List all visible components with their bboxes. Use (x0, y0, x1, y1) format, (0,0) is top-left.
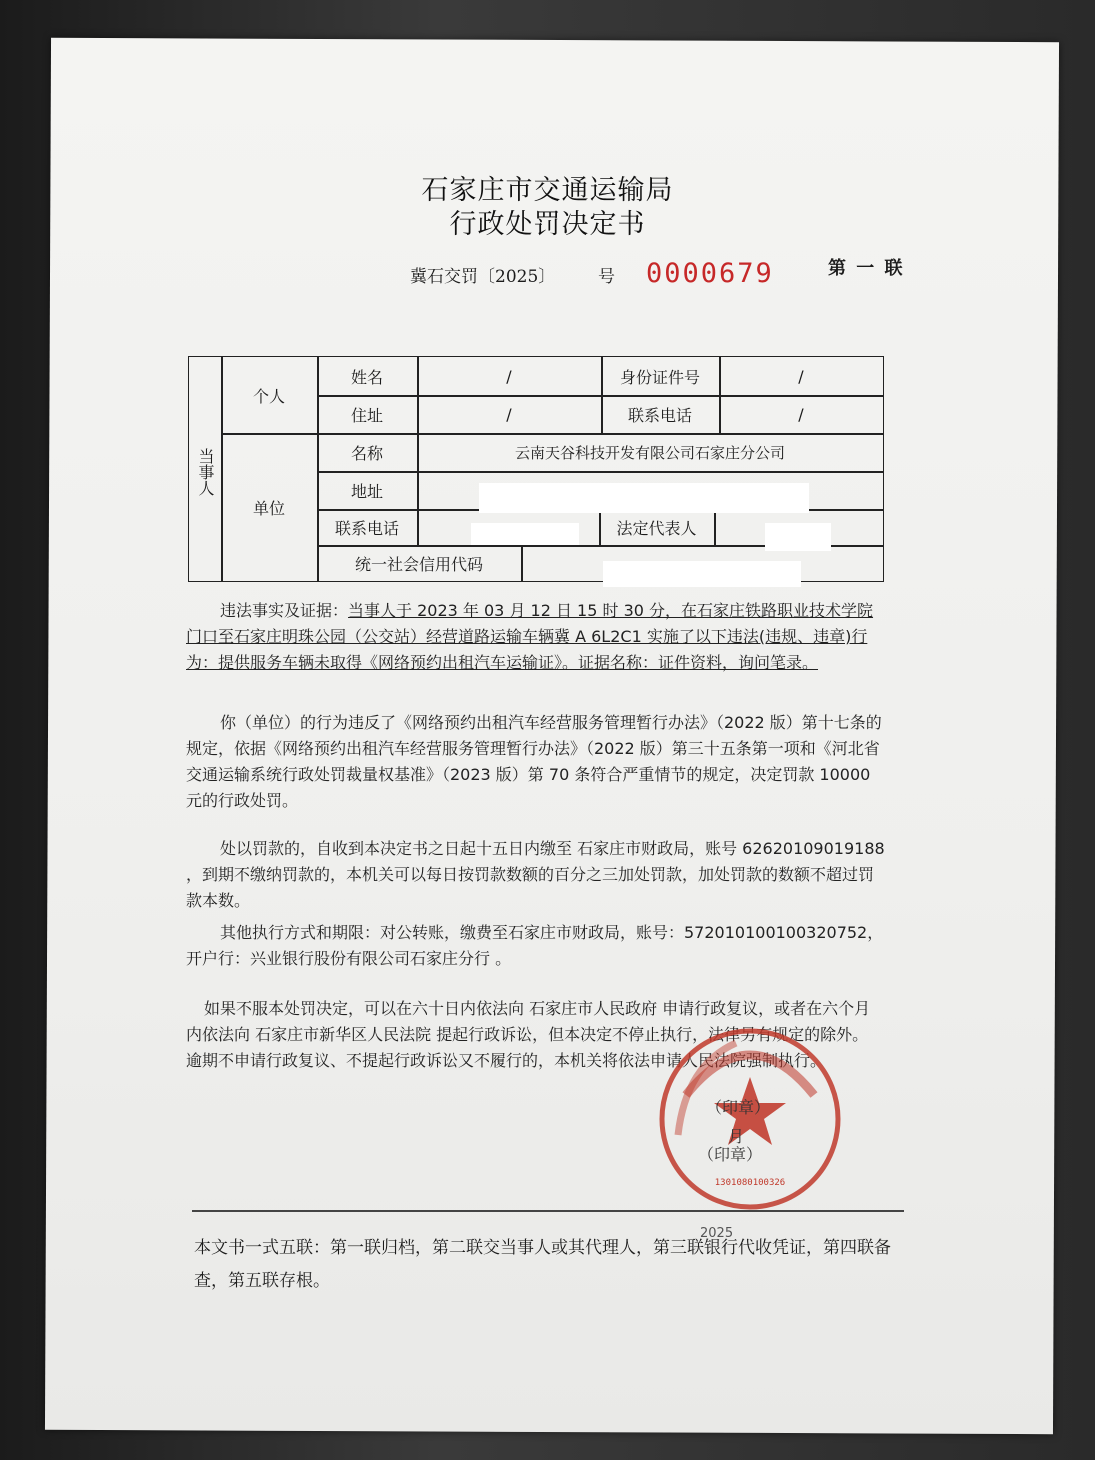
year-partial: 2025 (700, 1226, 734, 1241)
credit-code-label: 统一社会信用代码 (354, 554, 483, 574)
stamp-label-1: （印章） (706, 1098, 771, 1117)
serial-number: 0000679 (646, 258, 774, 289)
id-value: / (798, 366, 804, 386)
id-label: 身份证件号 (619, 367, 700, 387)
unit-name-value: 云南天谷科技开发有限公司石家庄分公司 (514, 443, 785, 462)
legal-rep-label: 法定代表人 (616, 518, 697, 538)
appeal-paragraph: 如果不服本处罚决定，可以在六十日内依法向 石家庄市人民政府 申请行政复议，或者在六个月内依法向 石家庄市新华区人民法院 提起行政诉讼，但本决定不停止执行，法律另有规定的除外。逾期不申请行政复议、不提起行政诉讼又不履行的，本机关将依法申请人民法院强制执行。 (186, 999, 871, 1070)
unit-name-label: 名称 (350, 443, 383, 463)
name-label: 姓名 (350, 367, 383, 387)
month-label: 月 (728, 1127, 745, 1146)
phone-value: / (798, 404, 804, 424)
address-label: 住址 (350, 405, 383, 425)
doc-hao: 号 (598, 267, 615, 287)
individual-label: 个人 (252, 386, 285, 406)
transfer-paragraph: 其他执行方式和期限：对公转账，缴费至石家庄市财政局，账号：572010100100320752，开户行：兴业银行股份有限公司石家庄分行 。 (186, 923, 884, 968)
address-value: / (506, 404, 512, 424)
doc-prefix: 冀石交罚〔2025〕 (410, 267, 556, 287)
unit-phone-label: 联系电话 (334, 518, 399, 538)
violation-paragraph: 你（单位）的行为违反了《网络预约出租汽车经营服务管理暂行办法》（2022 版）第十七条的规定，依据《网络预约出租汽车经营服务管理暂行办法》（2022 版）第三十五条第一项和《河北省交通运输系统行政处罚裁量权基准》（2023 版）第 70 条符合严重情节的规定，决定罚款 10000 元的行政处罚。 (186, 713, 882, 810)
issuer-title: 石家庄市交通运输局 (421, 175, 674, 206)
seal-number: 1301080100326 (714, 1178, 786, 1188)
redacted-legal-rep (765, 523, 831, 551)
party-table (188, 356, 884, 582)
document-title: 行政处罚决定书 (449, 209, 646, 240)
unit-label: 单位 (252, 498, 285, 518)
stamp-label-2: （印章） (698, 1145, 763, 1164)
payment-paragraph: 处以罚款的，自收到本决定书之日起十五日内缴至 石家庄市财政局，账号 62620109019188 ，到期不缴纳罚款的，本机关可以每日按罚款数额的百分之三加处罚款，加处罚款的数额不超过罚款本数。 (186, 839, 885, 910)
official-seal-icon (656, 1025, 844, 1213)
redacted-credit-code (603, 561, 801, 587)
facts-text: 当事人于 2023 年 03 月 12 日 15 时 30 分，在石家庄铁路职业技术学院门口至石家庄明珠公园（公交站）经营道路运输车辆冀 A 6L2C1 实施了以下违法(违规、违章)行为：提供服务车辆未取得《网络预约出租汽车运输证》。证据名称：证件资料，询问笔录。 (186, 601, 874, 672)
name-value: / (506, 366, 512, 386)
footer-note: 本文书一式五联：第一联归档，第二联交当事人或其代理人，第三联银行代收凭证，第四联备查，第五联存根。 (194, 1238, 891, 1291)
facts-paragraph (186, 598, 886, 676)
unit-address-label: 地址 (350, 481, 383, 501)
copy-label: 第 一 联 (828, 258, 905, 279)
facts-label: 违法事实及证据： (220, 601, 349, 620)
phone-label: 联系电话 (627, 405, 692, 425)
party-label: 当事人 (196, 448, 215, 496)
footer-divider (192, 1210, 904, 1212)
redacted-phone (471, 523, 579, 545)
